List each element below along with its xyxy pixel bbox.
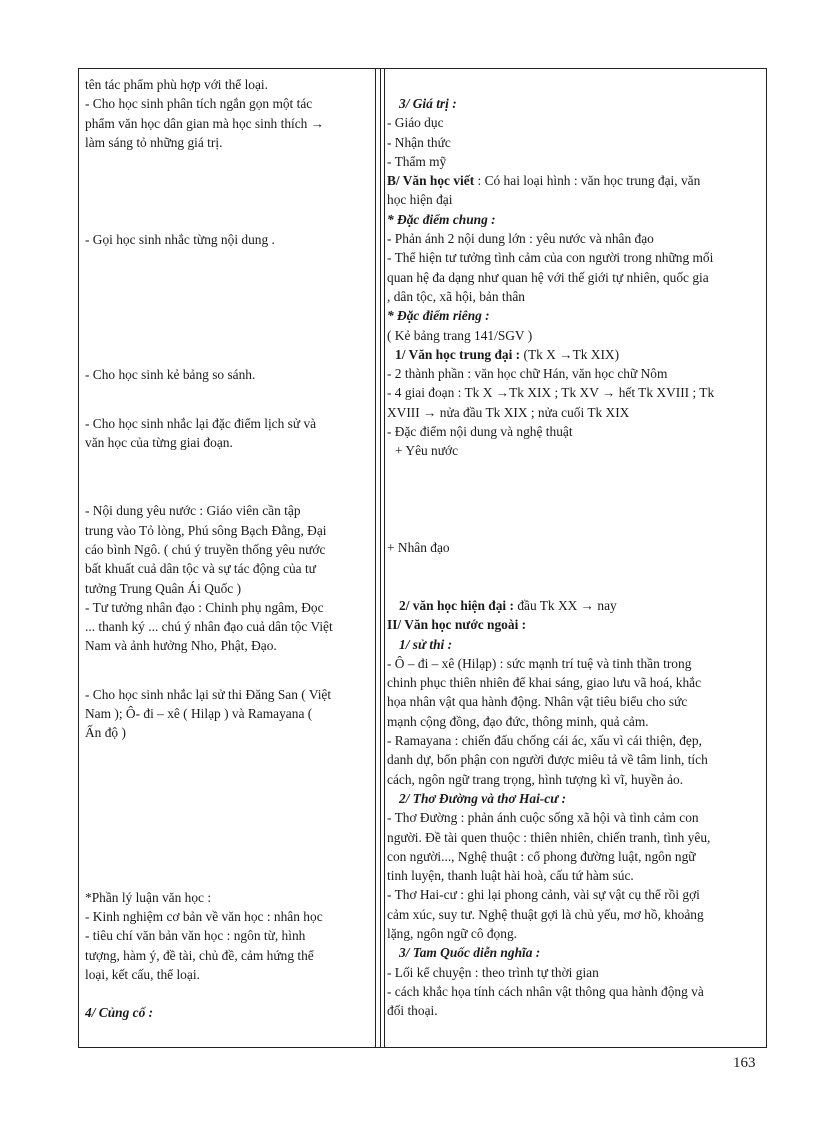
left-line: làm sáng tỏ những giá trị. — [85, 134, 223, 150]
right-line: 2/ Thơ Đường và thơ Hai-cư : — [399, 790, 567, 806]
right-line: - Thẩm mỹ — [387, 153, 447, 169]
right-line: * Đặc điểm chung : — [387, 211, 496, 227]
right-line: chinh phục thiên nhiên để khai sáng, giao lưu vã hoá, khắc — [387, 675, 702, 691]
left-line: bất khuất cuả dân tộc và sự tác động của tư — [85, 561, 316, 577]
right-line: II/ Văn học nước ngoài : — [387, 617, 527, 633]
left-line: loại, kết cấu, thể loại. — [85, 966, 200, 982]
right-line: - Thể hiện tư tưởng tình cảm của con người trong những mối — [387, 250, 714, 266]
right-line: đối thoại. — [387, 1003, 438, 1019]
left-line: - Cho học sinh kẻ bảng so sánh. — [85, 367, 256, 383]
left-line: cáo bình Ngô. ( chú ý truyền thống yêu nước — [85, 541, 326, 557]
right-line: học hiện đại — [387, 192, 453, 208]
right-line: ( Kẻ bảng trang 141/SGV ) — [387, 327, 533, 343]
right-line: 1/ sử thi : — [399, 636, 453, 652]
right-line: - Giáo dục — [387, 115, 444, 131]
right-line: - Lối kể chuyện : theo trình tự thời gian — [387, 964, 599, 980]
page-number: 163 — [733, 1055, 756, 1071]
left-line: - Tư tưởng nhân đạo : Chinh phụ ngâm, Đọc — [85, 599, 324, 615]
right-line: - Nhận thức — [387, 134, 451, 150]
left-line: Ấn độ ) — [85, 725, 126, 741]
right-line-heading: 1/ Văn học trung đại : — [395, 346, 521, 362]
right-line: 3/ Giá trị : — [399, 96, 457, 111]
right-line: lặng, ngôn ngữ cô đọng. — [387, 925, 517, 941]
left-line: trung vào Tỏ lòng, Phú sông Bạch Đằng, Đại — [85, 522, 327, 538]
left-line: *Phần lý luận văn học : — [85, 889, 212, 905]
right-line: - Đặc điểm nội dung và nghệ thuật — [387, 424, 573, 440]
right-line: họa nhân vật qua hành động. Nhân vật tiêu biểu cho sức — [387, 694, 688, 710]
lesson-content-column — [381, 69, 766, 1047]
left-line: tên tác phẩm phù hợp với thể loại. — [85, 77, 268, 92]
right-line: B/ Văn học viết : Có hai loại hình : văn học trung đại, văn — [387, 173, 701, 189]
right-line: quan hệ đa dạng như quan hệ với thế giới tự nhiên, quốc gia — [387, 269, 709, 285]
left-line: ... thanh ký ... chú ý nhân đạo cuả dân tộc Việt — [85, 619, 333, 635]
left-line: Nam và ảnh hưởng Nho, Phật, Đạo. — [85, 638, 277, 654]
right-line: 3/ Tam Quốc diễn nghĩa : — [399, 945, 541, 961]
left-column-content — [79, 69, 380, 1022]
right-line: XVIII → nửa đầu Tk XIX ; nửa cuối Tk XIX — [387, 404, 630, 420]
right-line: cảm xúc, suy tư. Nghệ thuật gợi là chủ yếu, mơ hồ, khoảng — [387, 906, 704, 922]
right-line: - Ô – đi – xê (Hilạp) : sức mạnh trí tuệ và tinh thần trong — [387, 655, 692, 671]
left-line: Nam ); Ô- đi – xê ( Hilạp ) và Ramayana ( — [85, 706, 313, 722]
right-line: - 2 thành phần : văn học chữ Hán, văn học chữ Nôm — [387, 366, 668, 382]
right-line-heading: B/ Văn học viết — [387, 173, 475, 189]
right-line: danh dự, bổn phận con người được miêu tả về tâm linh, tích — [387, 752, 708, 768]
left-line: - Gọi học sinh nhắc từng nội dung . — [85, 232, 275, 248]
right-line: - Ramayana : chiến đấu chống cái ác, xấu vì cái thiện, đẹp, — [387, 733, 702, 749]
right-line: mạnh cộng đồng, đạo đức, thông minh, quả cảm. — [387, 713, 649, 729]
left-line: văn học của từng giai đoạn. — [85, 435, 233, 451]
right-line-heading: 2/ văn học hiện đại : — [399, 597, 514, 613]
right-line: con người..., Nghệ thuật : cổ phong đường luật, ngôn ngữ — [387, 848, 696, 864]
left-line: - Cho học sinh nhắc lại đặc điểm lịch sử và — [85, 415, 317, 431]
right-line: * Đặc điểm riêng : — [387, 308, 490, 324]
left-line: - Kinh nghiệm cơ bản về văn học : nhân học — [85, 908, 323, 924]
left-line: tưởng Trung Quân Ái Quốc ) — [85, 580, 242, 596]
left-line: tượng, hàm ý, đề tài, chủ đề, cảm hứng thể — [85, 947, 314, 963]
left-line: - Nội dung yêu nước : Giáo viên cần tập — [85, 503, 301, 519]
left-line: - tiêu chí văn bản văn học : ngôn từ, hình — [85, 928, 306, 944]
right-line: , dân tộc, xã hội, bản thân — [387, 288, 525, 304]
left-line: phẩm văn học dân gian mà học sinh thích → — [85, 115, 325, 131]
right-line: cách, ngôn ngữ trang trọng, hình tượng kì vĩ, huyền ảo. — [387, 771, 684, 787]
left-line: 4/ Củng cố : — [85, 1005, 154, 1021]
right-line: - Thơ Hai-cư : ghi lại phong cảnh, vài sự vật cụ thể rồi gợi — [387, 887, 700, 903]
right-line: 2/ văn học hiện đại : đầu Tk XX → nay — [399, 597, 617, 613]
left-line: - Cho học sinh nhắc lại sử thi Đăng San ( Việt — [85, 686, 332, 702]
right-line: + Nhân đạo — [387, 539, 450, 555]
right-column-content — [387, 69, 760, 1020]
right-line: - cách khắc họa tính cách nhân vật thông qua hành động và — [387, 983, 704, 999]
right-line: - Thơ Đường : phản ánh cuộc sống xã hội và tình cảm con — [387, 810, 699, 826]
right-line: tinh luyện, thanh luật hài hoà, cấu tứ hàm súc. — [387, 868, 634, 884]
right-line: + Yêu nước — [395, 443, 459, 459]
right-line: - 4 giai đoạn : Tk X →Tk XIX ; Tk XV → hết Tk XVIII ; Tk — [387, 385, 715, 401]
right-line: - Phản ánh 2 nội dung lớn : yêu nước và nhân đạo — [387, 231, 654, 247]
lesson-table — [78, 68, 767, 1048]
right-line: người. Đề tài quen thuộc : thiên nhiên, chiến tranh, tình yêu, — [387, 829, 711, 845]
teacher-activity-column — [79, 69, 381, 1047]
left-line: - Cho học sinh phân tích ngắn gọn một tác — [85, 96, 313, 112]
right-line: 1/ Văn học trung đại : (Tk X →Tk XIX) — [395, 346, 620, 362]
